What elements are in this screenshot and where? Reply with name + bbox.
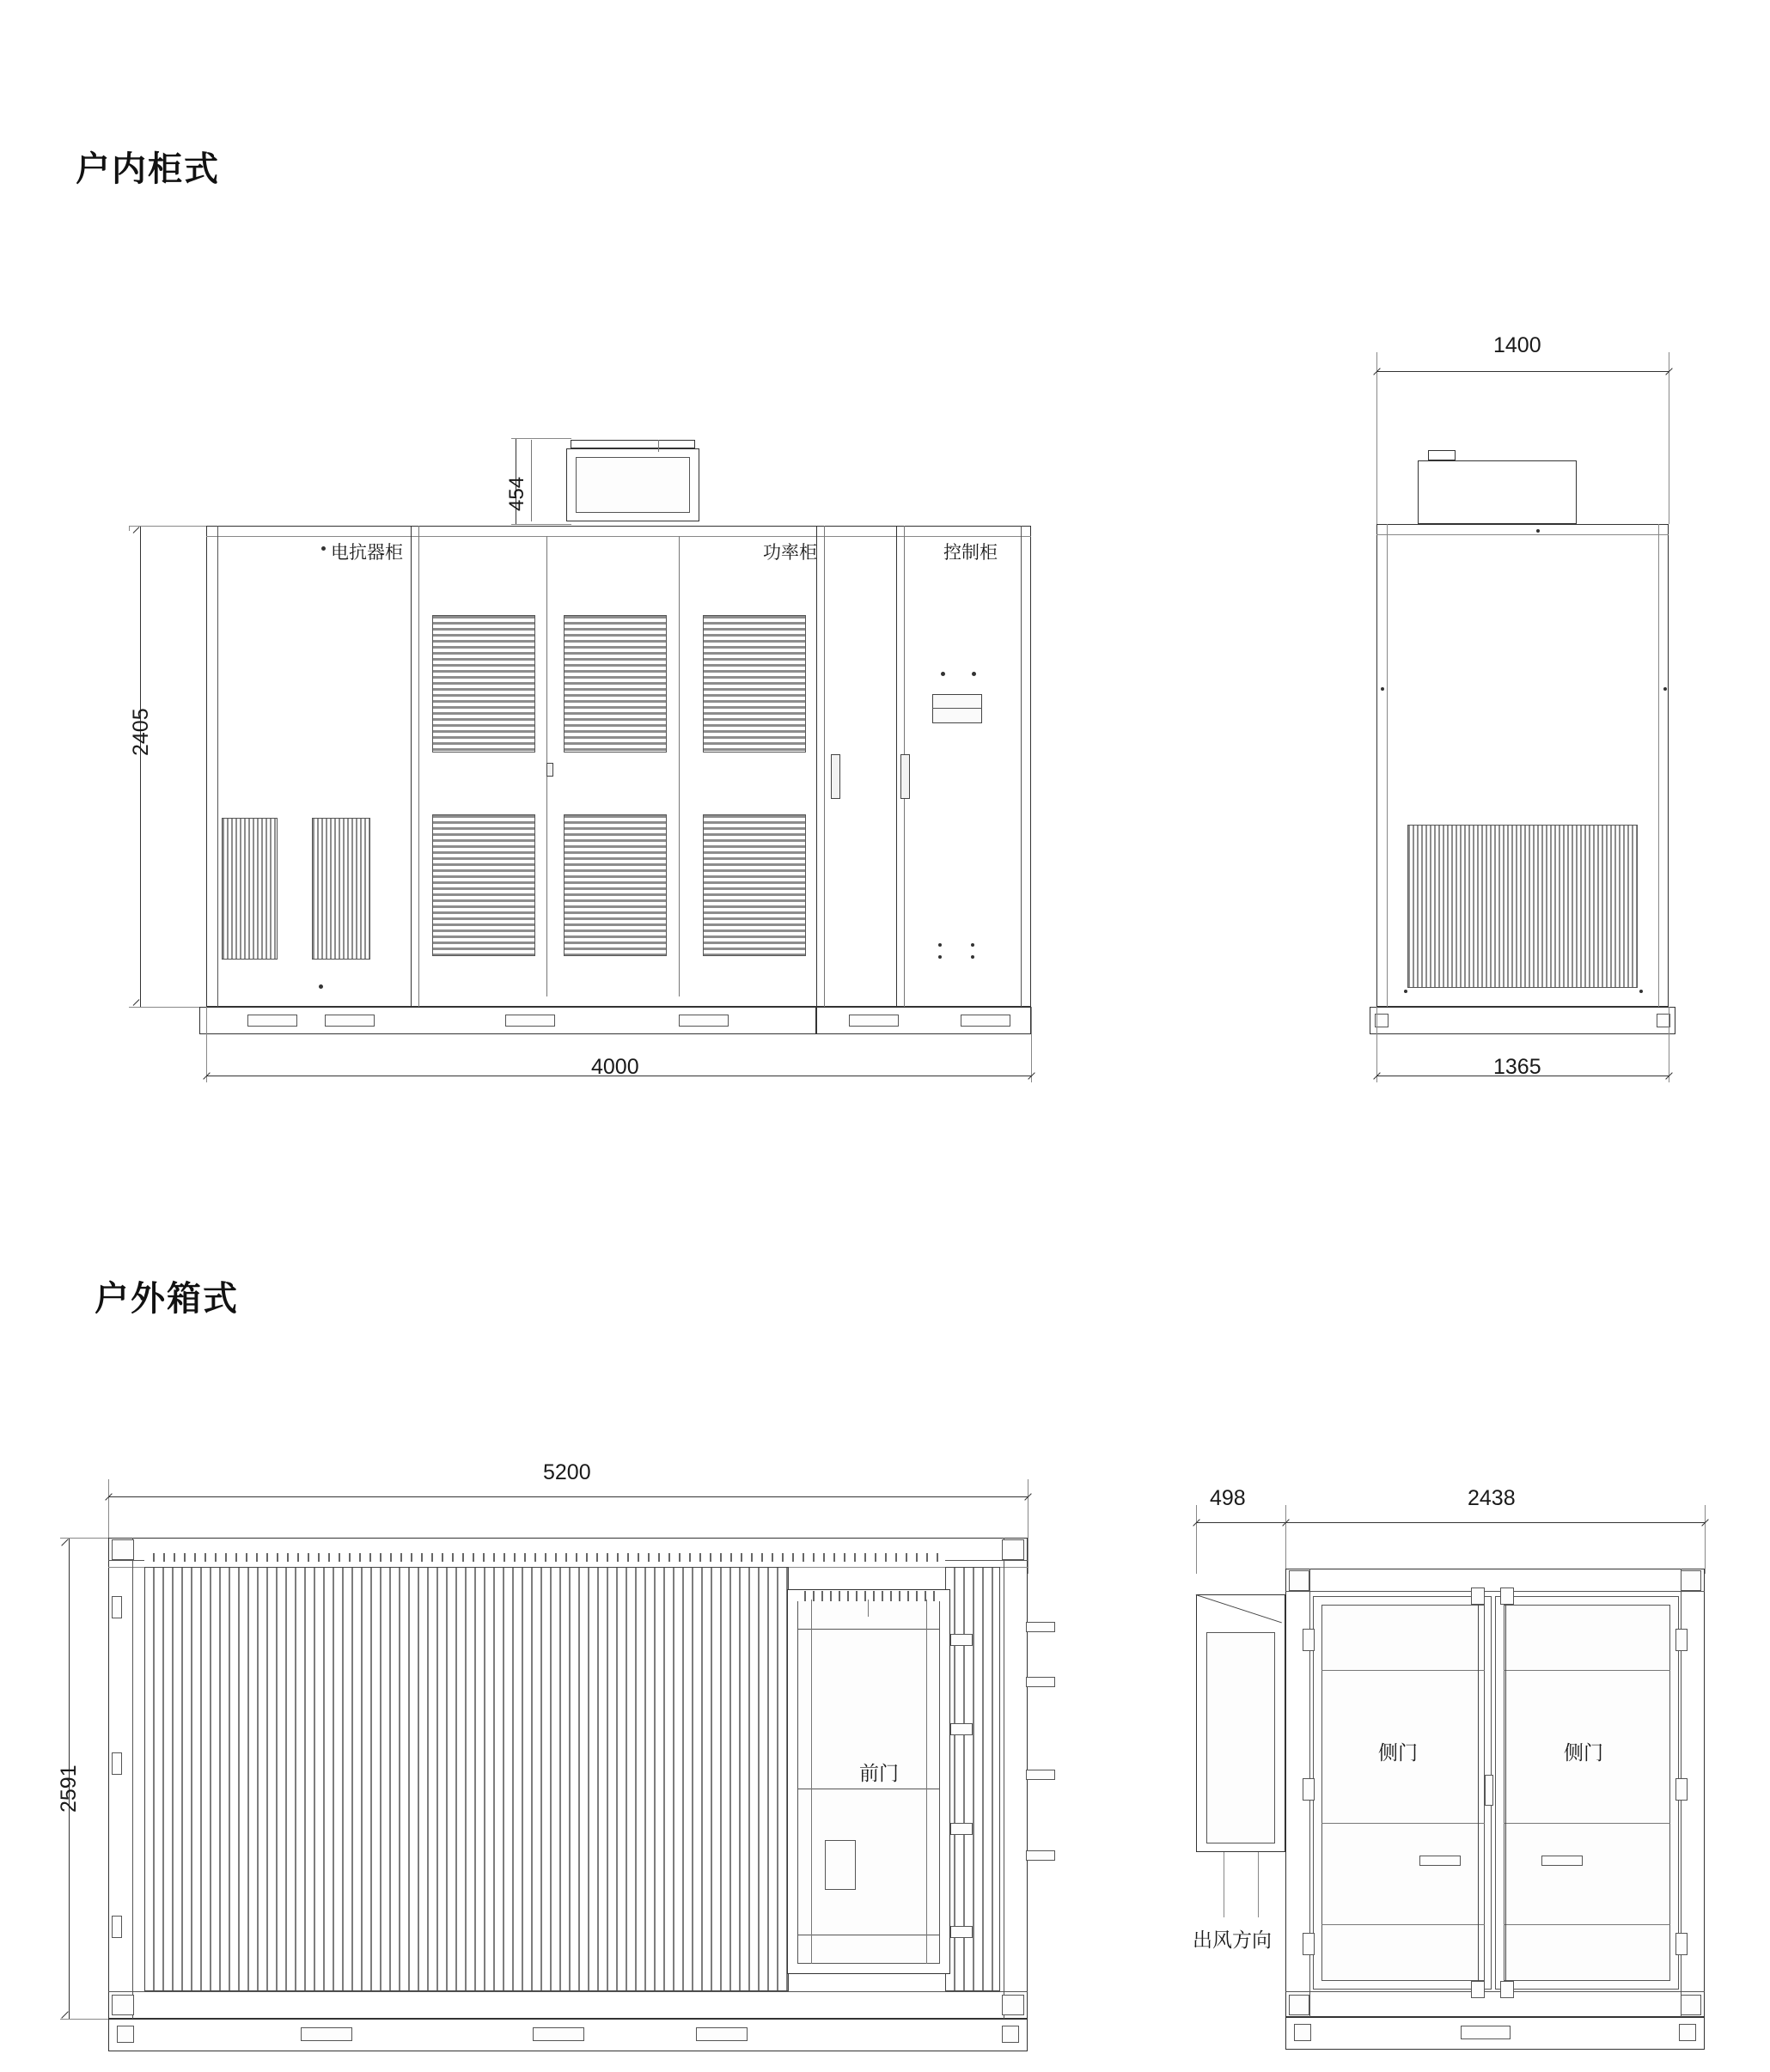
door-hinge-4[interactable] xyxy=(950,1926,973,1938)
door-lock-bar-3[interactable] xyxy=(1026,1770,1055,1780)
door-lock-rod-bottom-left[interactable] xyxy=(1471,1981,1485,1998)
control-panel-display xyxy=(932,694,982,723)
hinge-left-2[interactable] xyxy=(112,1752,122,1775)
door-lock-rod-bottom-right[interactable] xyxy=(1500,1981,1514,1998)
dim-indoor-side-base-width: 1365 xyxy=(1493,1055,1541,1079)
side-mesh-vent xyxy=(1407,825,1638,988)
dim-outdoor-width: 2438 xyxy=(1468,1486,1516,1510)
door-handle-center[interactable] xyxy=(546,763,553,777)
door-latch-left[interactable] xyxy=(1419,1856,1461,1866)
corner-casting-tr xyxy=(1002,1539,1024,1560)
dim-outdoor-length: 5200 xyxy=(543,1460,591,1484)
vent-grill-lower-3 xyxy=(703,814,806,956)
door-latch-right[interactable] xyxy=(1541,1856,1583,1866)
label-power-cabinet: 功率柜 xyxy=(763,543,817,563)
dim-indoor-side-top-width: 1400 xyxy=(1493,333,1541,357)
dim-outdoor-overhang: 498 xyxy=(1210,1486,1246,1510)
hinge-left-1[interactable] xyxy=(112,1596,122,1618)
label-air-outlet-direction: 出风方向 xyxy=(1193,1929,1272,1951)
corrugated-panel-main xyxy=(144,1567,789,1991)
dim-indoor-topbox-height: 454 xyxy=(505,476,528,511)
door-lock-bar-2[interactable] xyxy=(1026,1677,1055,1687)
door-lock-rod-top-left[interactable] xyxy=(1471,1588,1485,1605)
label-control-cabinet: 控制柜 xyxy=(943,543,998,563)
vent-grill-upper-3 xyxy=(703,615,806,753)
door-lock-rod-top-right[interactable] xyxy=(1500,1588,1514,1605)
corner-casting-tl xyxy=(112,1539,134,1560)
label-side-door-left: 侧门 xyxy=(1378,1741,1418,1764)
corner-casting-bl xyxy=(112,1995,134,2015)
dim-outdoor-height: 2591 xyxy=(57,1764,81,1813)
label-reactor-cabinet: 电抗器柜 xyxy=(331,543,403,563)
section-title-outdoor: 户外箱式 xyxy=(95,1280,239,1318)
mesh-vent-left-2 xyxy=(312,818,370,960)
corner-casting-br xyxy=(1002,1995,1024,2015)
door-lock-bar-1[interactable] xyxy=(1026,1622,1055,1632)
vent-grill-upper-2 xyxy=(564,615,667,753)
mesh-vent-left-1 xyxy=(222,818,278,960)
section-title-indoor: 户内柜式 xyxy=(76,150,220,188)
label-side-door-right: 侧门 xyxy=(1564,1741,1603,1764)
dim-indoor-width: 4000 xyxy=(591,1055,639,1079)
door-hinge-1[interactable] xyxy=(950,1634,973,1646)
door-handle-center-end[interactable] xyxy=(1485,1775,1493,1806)
door-handle-right-2[interactable] xyxy=(900,754,910,799)
label-front-door: 前门 xyxy=(859,1762,899,1784)
reactor-marker-dot xyxy=(321,546,326,551)
vent-grill-lower-1 xyxy=(432,814,535,956)
vent-grill-upper-1 xyxy=(432,615,535,753)
hinge-left-3[interactable] xyxy=(112,1916,122,1938)
door-handle-right-1[interactable] xyxy=(831,754,840,799)
door-hinge-2[interactable] xyxy=(950,1723,973,1735)
front-door-panel-insert xyxy=(825,1840,856,1890)
door-lock-bar-4[interactable] xyxy=(1026,1850,1055,1861)
door-hinge-3[interactable] xyxy=(950,1823,973,1835)
dim-indoor-height: 2405 xyxy=(129,708,153,756)
vent-grill-lower-2 xyxy=(564,814,667,956)
